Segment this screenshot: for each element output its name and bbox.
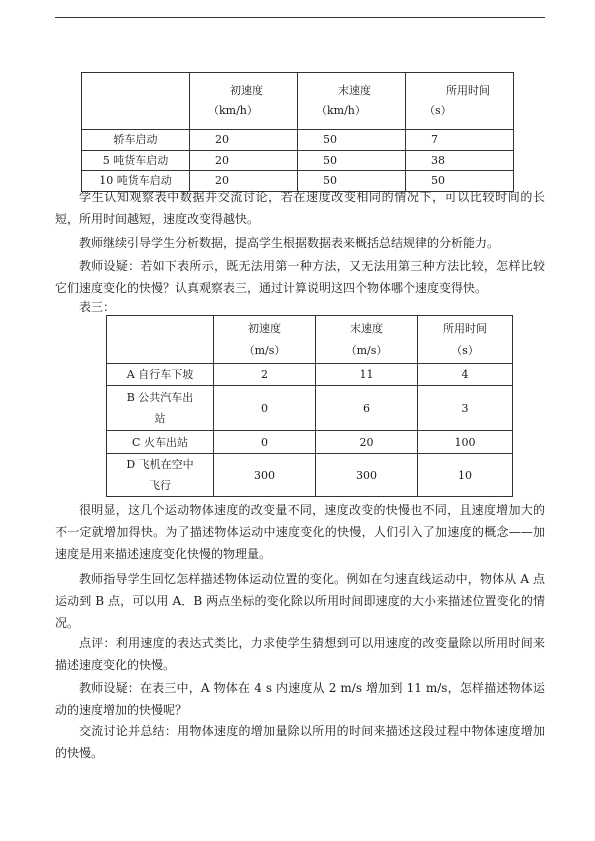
paragraph: 教师指导学生回忆怎样描述物体运动位置的变化。例如在匀速直线运动中，物体从 A 点运动到 B 点，可以用 A．B 两点坐标的变化除以所用时间即速度的大小来描述位置变化的情况。 (55, 572, 545, 630)
table-cell: 50 (298, 150, 406, 171)
column-unit: （m/s） (243, 343, 286, 357)
row-label: C 火车出站 (107, 431, 214, 454)
row-label: A 自行车下坡 (107, 364, 214, 386)
table-cell: 100 (418, 431, 513, 454)
column-header: 所用时间 (446, 84, 490, 97)
table-header-cell (214, 316, 316, 364)
table-cell: 3 (418, 386, 513, 431)
table-cell: 50 (298, 130, 406, 151)
column-unit: （s） (451, 343, 479, 357)
column-unit: （km/h） (316, 104, 366, 117)
table-header-cell (418, 316, 513, 364)
table-header-cell (316, 316, 418, 364)
column-header: 初速度 (230, 84, 263, 97)
table-3 (106, 315, 513, 497)
column-header: 末速度 (338, 84, 371, 97)
table-row (107, 454, 513, 497)
paragraph: 学生认知观察表中数据并交流讨论，若在速度改变相同的情况下，可以比较时间的长短，所用时间越短，速度改变得越快。 (55, 190, 545, 226)
table-corner-cell (82, 73, 190, 130)
table-cell: 20 (190, 130, 298, 151)
table-row (82, 150, 514, 171)
column-unit: （m/s） (345, 343, 388, 357)
table-cell: 50 (298, 171, 406, 192)
table-cell: 4 (418, 364, 513, 386)
row-label: D 飞机在空中飞行 (107, 454, 214, 497)
table-1 (81, 72, 514, 192)
table-header-row (107, 316, 513, 364)
table-cell: 20 (190, 171, 298, 192)
paragraph: 教师设疑：在表三中，A 物体在 4 s 内速度从 2 m/s 增加到 11 m/s，怎样描述物体运动的速度增加的快慢呢？ (55, 681, 545, 717)
table-cell: 2 (214, 364, 316, 386)
table-header-cell (406, 73, 514, 130)
table-cell: 7 (406, 130, 514, 151)
column-unit: （km/h） (208, 104, 258, 117)
table-row (82, 130, 514, 151)
table-row (107, 386, 513, 431)
paragraph: 很明显，这几个运动物体速度的改变量不同，速度改变的快慢也不同，且速度增加大的不一定就增加得快。为了描述物体运动中速度变化的快慢，人们引入了加速度的概念——加速度是用来描述速度变化快慢的物理量。 (55, 503, 545, 561)
table-cell: 20 (190, 150, 298, 171)
table-cell: 0 (214, 431, 316, 454)
row-label: 5 吨货车启动 (82, 150, 190, 171)
header-rule (55, 17, 545, 18)
table-cell: 6 (316, 386, 418, 431)
column-header: 末速度 (350, 321, 383, 335)
table-cell: 300 (316, 454, 418, 497)
table-row (107, 364, 513, 386)
table-cell: 0 (214, 386, 316, 431)
table-cell: 20 (316, 431, 418, 454)
paragraph: 教师继续引导学生分析数据，提高学生根据数据表来概括总结规律的分析能力。 (79, 236, 500, 250)
paragraph: 教师设疑：若如下表所示，既无法用第一种方法，又无法用第三种方法比较，怎样比较它们速度变化的快慢？认真观察表三，通过计算说明这四个物体哪个速度变得快。 (55, 259, 545, 295)
row-label: 轿车启动 (82, 130, 190, 151)
table-corner-cell (107, 316, 214, 364)
column-header: 所用时间 (443, 321, 487, 335)
table-row (107, 431, 513, 454)
table-caption: 表三： (79, 300, 116, 314)
row-label: B 公共汽车出站 (107, 386, 214, 431)
row-label: 10 吨货车启动 (82, 171, 190, 192)
column-header: 初速度 (248, 321, 281, 335)
table-header-row (82, 73, 514, 130)
table-cell: 300 (214, 454, 316, 497)
column-unit: （s） (424, 104, 452, 117)
paragraph: 交流讨论并总结：用物体速度的增加量除以所用的时间来描述这段过程中物体速度增加的快慢。 (55, 724, 545, 760)
table-header-cell (190, 73, 298, 130)
table-cell: 38 (406, 150, 514, 171)
table-header-cell (298, 73, 406, 130)
table-cell: 11 (316, 364, 418, 386)
table-cell: 50 (406, 171, 514, 192)
paragraph: 点评：利用速度的表达式类比，力求使学生猜想到可以用速度的改变量除以所用时间来描述速度变化的快慢。 (55, 636, 545, 672)
table-cell: 10 (418, 454, 513, 497)
